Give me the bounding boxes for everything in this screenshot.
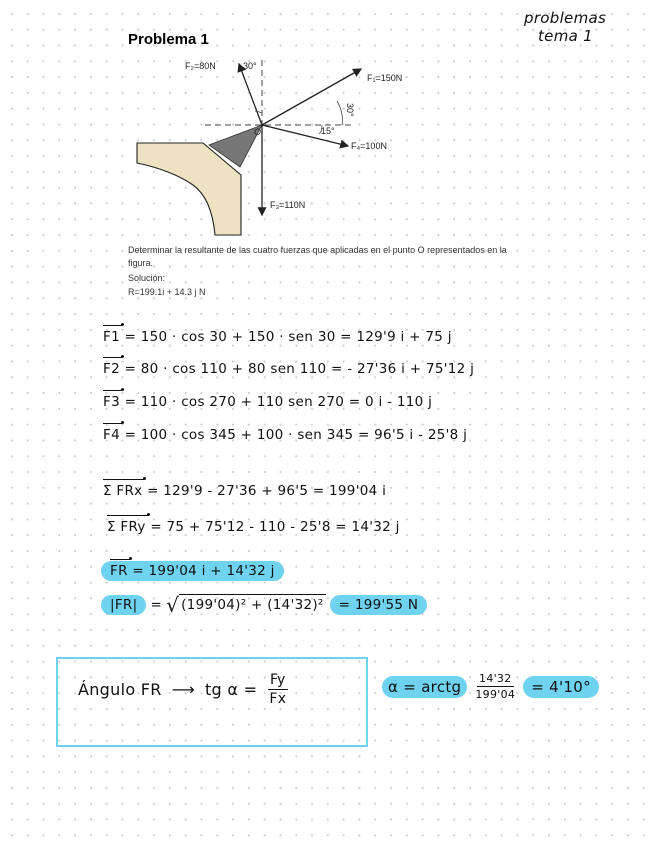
equation-f4 bbox=[103, 427, 467, 443]
problem-statement: Determinar la resultante de las cuatro fuerzas que aplicadas en el punto O representados en la figura. bbox=[128, 245, 507, 268]
sum-x bbox=[103, 483, 386, 499]
equation-f1-rhs: = 150 · cos 30 + 150 · sen 30 = 129'9 i + 75 j bbox=[124, 329, 452, 345]
sqrt-radical: √ bbox=[166, 593, 180, 617]
label-angle-f1: 30° bbox=[345, 103, 355, 117]
fraction-numerator: Fy bbox=[269, 672, 286, 688]
value-numerator: 14'32 bbox=[479, 672, 512, 685]
label-angle-f4: 15° bbox=[321, 126, 335, 136]
equation-f4-rhs: = 100 · cos 345 + 100 · sen 345 = 96'5 i - 25'8 j bbox=[124, 427, 468, 443]
corner-note-line2: tema 1 bbox=[538, 27, 594, 45]
equation-f1 bbox=[103, 329, 452, 345]
angle-tg: tg α = bbox=[204, 680, 258, 699]
corner-note-line1: problemas bbox=[524, 9, 607, 27]
angle-arrow-icon: ⟶ bbox=[171, 680, 195, 699]
equation-f3 bbox=[103, 394, 432, 410]
label-origin: O bbox=[254, 127, 262, 137]
sqrt-content: (199'04)² + (14'32)² bbox=[179, 594, 326, 616]
label-f3: F₃=110N bbox=[270, 200, 306, 210]
angle-value-fraction bbox=[473, 672, 517, 701]
angle-label: Ángulo FR bbox=[78, 680, 162, 699]
resultant-vector-lhs: FR bbox=[110, 563, 128, 579]
vector-f3: F3 bbox=[103, 394, 120, 410]
vector-f2: F2 bbox=[103, 361, 120, 377]
modulus-lhs: |FR| bbox=[101, 595, 146, 615]
alpha-expression: α = arctg bbox=[382, 676, 467, 698]
solution-value: R=199.1i + 14.3 j N bbox=[128, 287, 206, 297]
angle-fraction bbox=[267, 672, 288, 707]
equation-f2 bbox=[103, 361, 474, 377]
vector-f4: F4 bbox=[103, 427, 120, 443]
angle-result: = 4'10° bbox=[523, 676, 599, 698]
equation-f2-rhs: = 80 · cos 110 + 80 sen 110 = - 27'36 i + 75'12 j bbox=[124, 361, 475, 377]
solution-label: Solución: bbox=[128, 273, 166, 283]
angle-value bbox=[382, 672, 599, 701]
vector-f1: F1 bbox=[103, 329, 120, 345]
modulus-sqrt bbox=[166, 594, 326, 616]
equation-f3-rhs: = 110 · cos 270 + 110 sen 270 = 0 i - 110 j bbox=[124, 394, 433, 410]
angle-formula bbox=[78, 672, 288, 707]
sum-y-lhs: Σ FRy bbox=[107, 519, 146, 535]
sum-y bbox=[107, 519, 400, 535]
label-f2: F₂=80N bbox=[185, 61, 216, 71]
label-f1: F₁=150N bbox=[367, 73, 403, 83]
sum-y-rhs: = 75 + 75'12 - 110 - 25'8 = 14'32 j bbox=[150, 519, 400, 535]
resultant-vector bbox=[101, 561, 284, 581]
force-f4-arrow bbox=[262, 125, 348, 146]
problem-title: Problema 1 bbox=[128, 31, 209, 48]
modulus-result: = 199'55 N bbox=[330, 595, 428, 615]
label-angle-f2: 30° bbox=[243, 61, 257, 71]
force-diagram bbox=[125, 55, 445, 240]
value-denominator: 199'04 bbox=[475, 688, 516, 701]
modulus-eq-sign: = bbox=[150, 597, 163, 613]
sum-x-rhs: = 129'9 - 27'36 + 96'5 = 199'04 i bbox=[147, 483, 387, 499]
resultant-vector-rhs: = 199'04 i + 14'32 j bbox=[132, 563, 275, 579]
label-f4: F₄=100N bbox=[351, 141, 387, 151]
sum-x-lhs: Σ FRx bbox=[103, 483, 143, 499]
force-f2-arrow bbox=[239, 64, 262, 125]
resultant-modulus bbox=[101, 594, 427, 616]
fraction-denominator: Fx bbox=[269, 691, 287, 707]
